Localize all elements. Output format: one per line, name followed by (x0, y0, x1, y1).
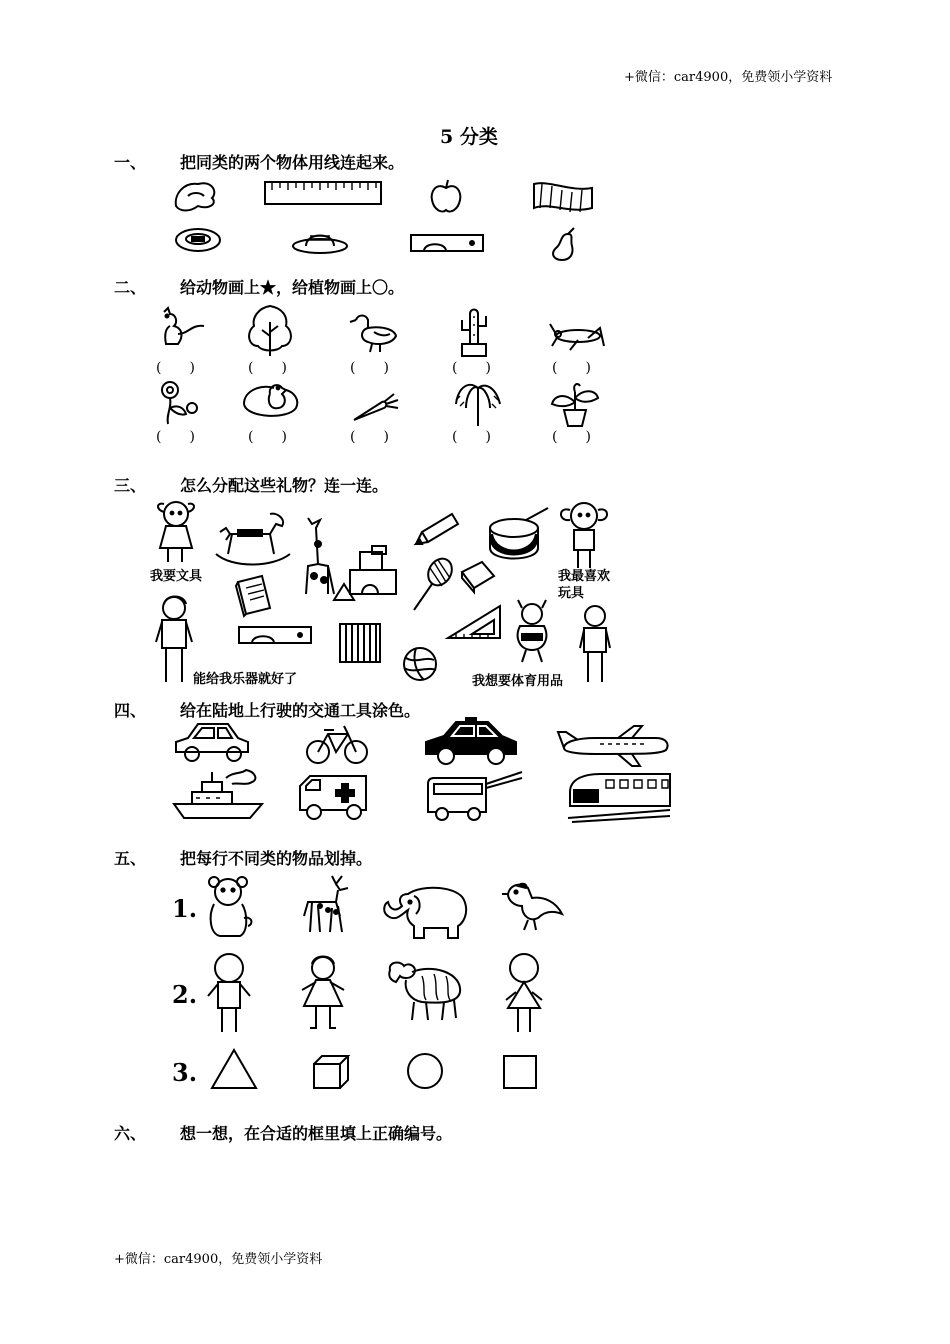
duck-icon[interactable] (350, 310, 402, 354)
girl-icon[interactable] (554, 498, 616, 572)
car-icon[interactable] (172, 718, 252, 764)
row-number: 2. (172, 980, 198, 1009)
chick-icon[interactable] (240, 378, 304, 422)
notebook-icon[interactable] (234, 574, 274, 618)
set-square-icon[interactable] (446, 604, 502, 640)
ruler-icon[interactable] (238, 626, 312, 644)
deer-icon[interactable] (298, 872, 356, 936)
answer-blank[interactable]: ( ) (156, 360, 195, 376)
grasshopper-icon[interactable] (548, 316, 606, 352)
ambulance-icon[interactable] (296, 770, 372, 822)
elephant-icon[interactable] (378, 880, 470, 942)
ruler-icon[interactable] (410, 234, 484, 252)
doll-icon[interactable] (296, 954, 350, 1034)
section-number: 一、 (114, 153, 147, 172)
triangle-icon[interactable] (210, 1048, 258, 1090)
section-text: 把每行不同类的物品划掉。 (180, 849, 373, 868)
bicycle-icon[interactable] (304, 720, 370, 766)
boy-icon[interactable] (152, 592, 196, 686)
sheep-icon[interactable] (382, 958, 464, 1022)
square-icon[interactable] (502, 1054, 538, 1090)
cap-icon[interactable] (172, 226, 224, 254)
section-number: 四、 (114, 701, 147, 720)
child-label: 我想要体育用品 (472, 674, 564, 689)
child-label: 我要文具 (150, 569, 203, 584)
child-label: 能给我乐器就好了 (193, 672, 298, 687)
cube-icon[interactable] (312, 1054, 352, 1090)
pencil-icon[interactable] (412, 510, 462, 548)
section-text: 把同类的两个物体用线连起来。 (180, 153, 405, 172)
scarf-icon[interactable] (530, 178, 596, 218)
potted-plant-icon[interactable] (548, 380, 602, 428)
section-number: 六、 (114, 1124, 147, 1143)
section-text: 给动物画上★，给植物画上〇。 (180, 278, 405, 297)
answer-blank[interactable]: ( ) (248, 429, 287, 445)
circle-icon[interactable] (406, 1052, 444, 1090)
flower-icon[interactable] (156, 378, 206, 426)
answer-blank[interactable]: ( ) (350, 429, 389, 445)
section-4-heading (114, 698, 420, 721)
section-text: 想一想，在合适的框里填上正确编号。 (180, 1124, 453, 1143)
accordion-icon[interactable] (338, 620, 382, 666)
clown-icon[interactable] (510, 598, 554, 664)
section-text: 给在陆地上行驶的交通工具涂色。 (180, 701, 421, 720)
answer-blank[interactable]: ( ) (248, 360, 287, 376)
drum-icon[interactable] (486, 504, 552, 564)
willow-icon[interactable] (452, 374, 504, 428)
airplane-icon[interactable] (556, 724, 672, 768)
answer-blank[interactable]: ( ) (552, 360, 591, 376)
section-3-heading (114, 473, 388, 496)
section-5-heading (114, 846, 372, 869)
answer-blank[interactable]: ( ) (350, 360, 389, 376)
section-text: 怎么分配这些礼物？连一连。 (180, 476, 389, 495)
hat-icon[interactable] (172, 176, 222, 214)
section-number: 二、 (114, 278, 147, 297)
child-label: 玩具 (558, 586, 585, 601)
answer-blank[interactable]: ( ) (452, 429, 491, 445)
section-number: 五、 (114, 849, 147, 868)
pear-icon[interactable] (546, 226, 582, 262)
eraser-icon[interactable] (458, 558, 498, 592)
rocking-horse-icon[interactable] (212, 510, 292, 572)
straw-hat-icon[interactable] (290, 224, 350, 256)
stick-boy-icon[interactable] (204, 952, 254, 1034)
ruler-icon[interactable] (264, 181, 382, 205)
carrot-icon[interactable] (352, 392, 402, 422)
bear-icon[interactable] (204, 874, 256, 940)
child-label: 我最喜欢 (558, 569, 611, 584)
blocks-icon[interactable] (332, 544, 408, 602)
row-number: 3. (172, 1058, 198, 1087)
answer-blank[interactable]: ( ) (552, 429, 591, 445)
train-icon[interactable] (566, 768, 672, 824)
trolleybus-icon[interactable] (424, 768, 524, 822)
taxi-icon[interactable] (422, 716, 518, 768)
apple-icon[interactable] (428, 178, 464, 214)
squirrel-icon[interactable] (156, 304, 212, 350)
cactus-icon[interactable] (452, 304, 498, 358)
tree-icon[interactable] (244, 302, 296, 358)
row-number: 1. (172, 894, 198, 923)
header-note: +微信：car4900，免费领小学资料 (624, 70, 833, 85)
stick-girl-icon[interactable] (498, 952, 550, 1034)
section-6-heading (114, 1121, 452, 1144)
answer-blank[interactable]: ( ) (156, 429, 195, 445)
page-title: 5 分类 (440, 126, 498, 148)
boy-icon[interactable] (578, 604, 612, 684)
girl-icon[interactable] (150, 498, 206, 564)
ball-icon[interactable] (402, 646, 438, 682)
section-number: 三、 (114, 476, 147, 495)
footer-note: +微信：car4900，免费领小学资料 (114, 1252, 323, 1267)
section-2-heading (114, 275, 404, 298)
ship-icon[interactable] (172, 768, 264, 822)
section-1-heading (114, 150, 404, 173)
bird-icon[interactable] (500, 876, 566, 932)
answer-blank[interactable]: ( ) (452, 360, 491, 376)
